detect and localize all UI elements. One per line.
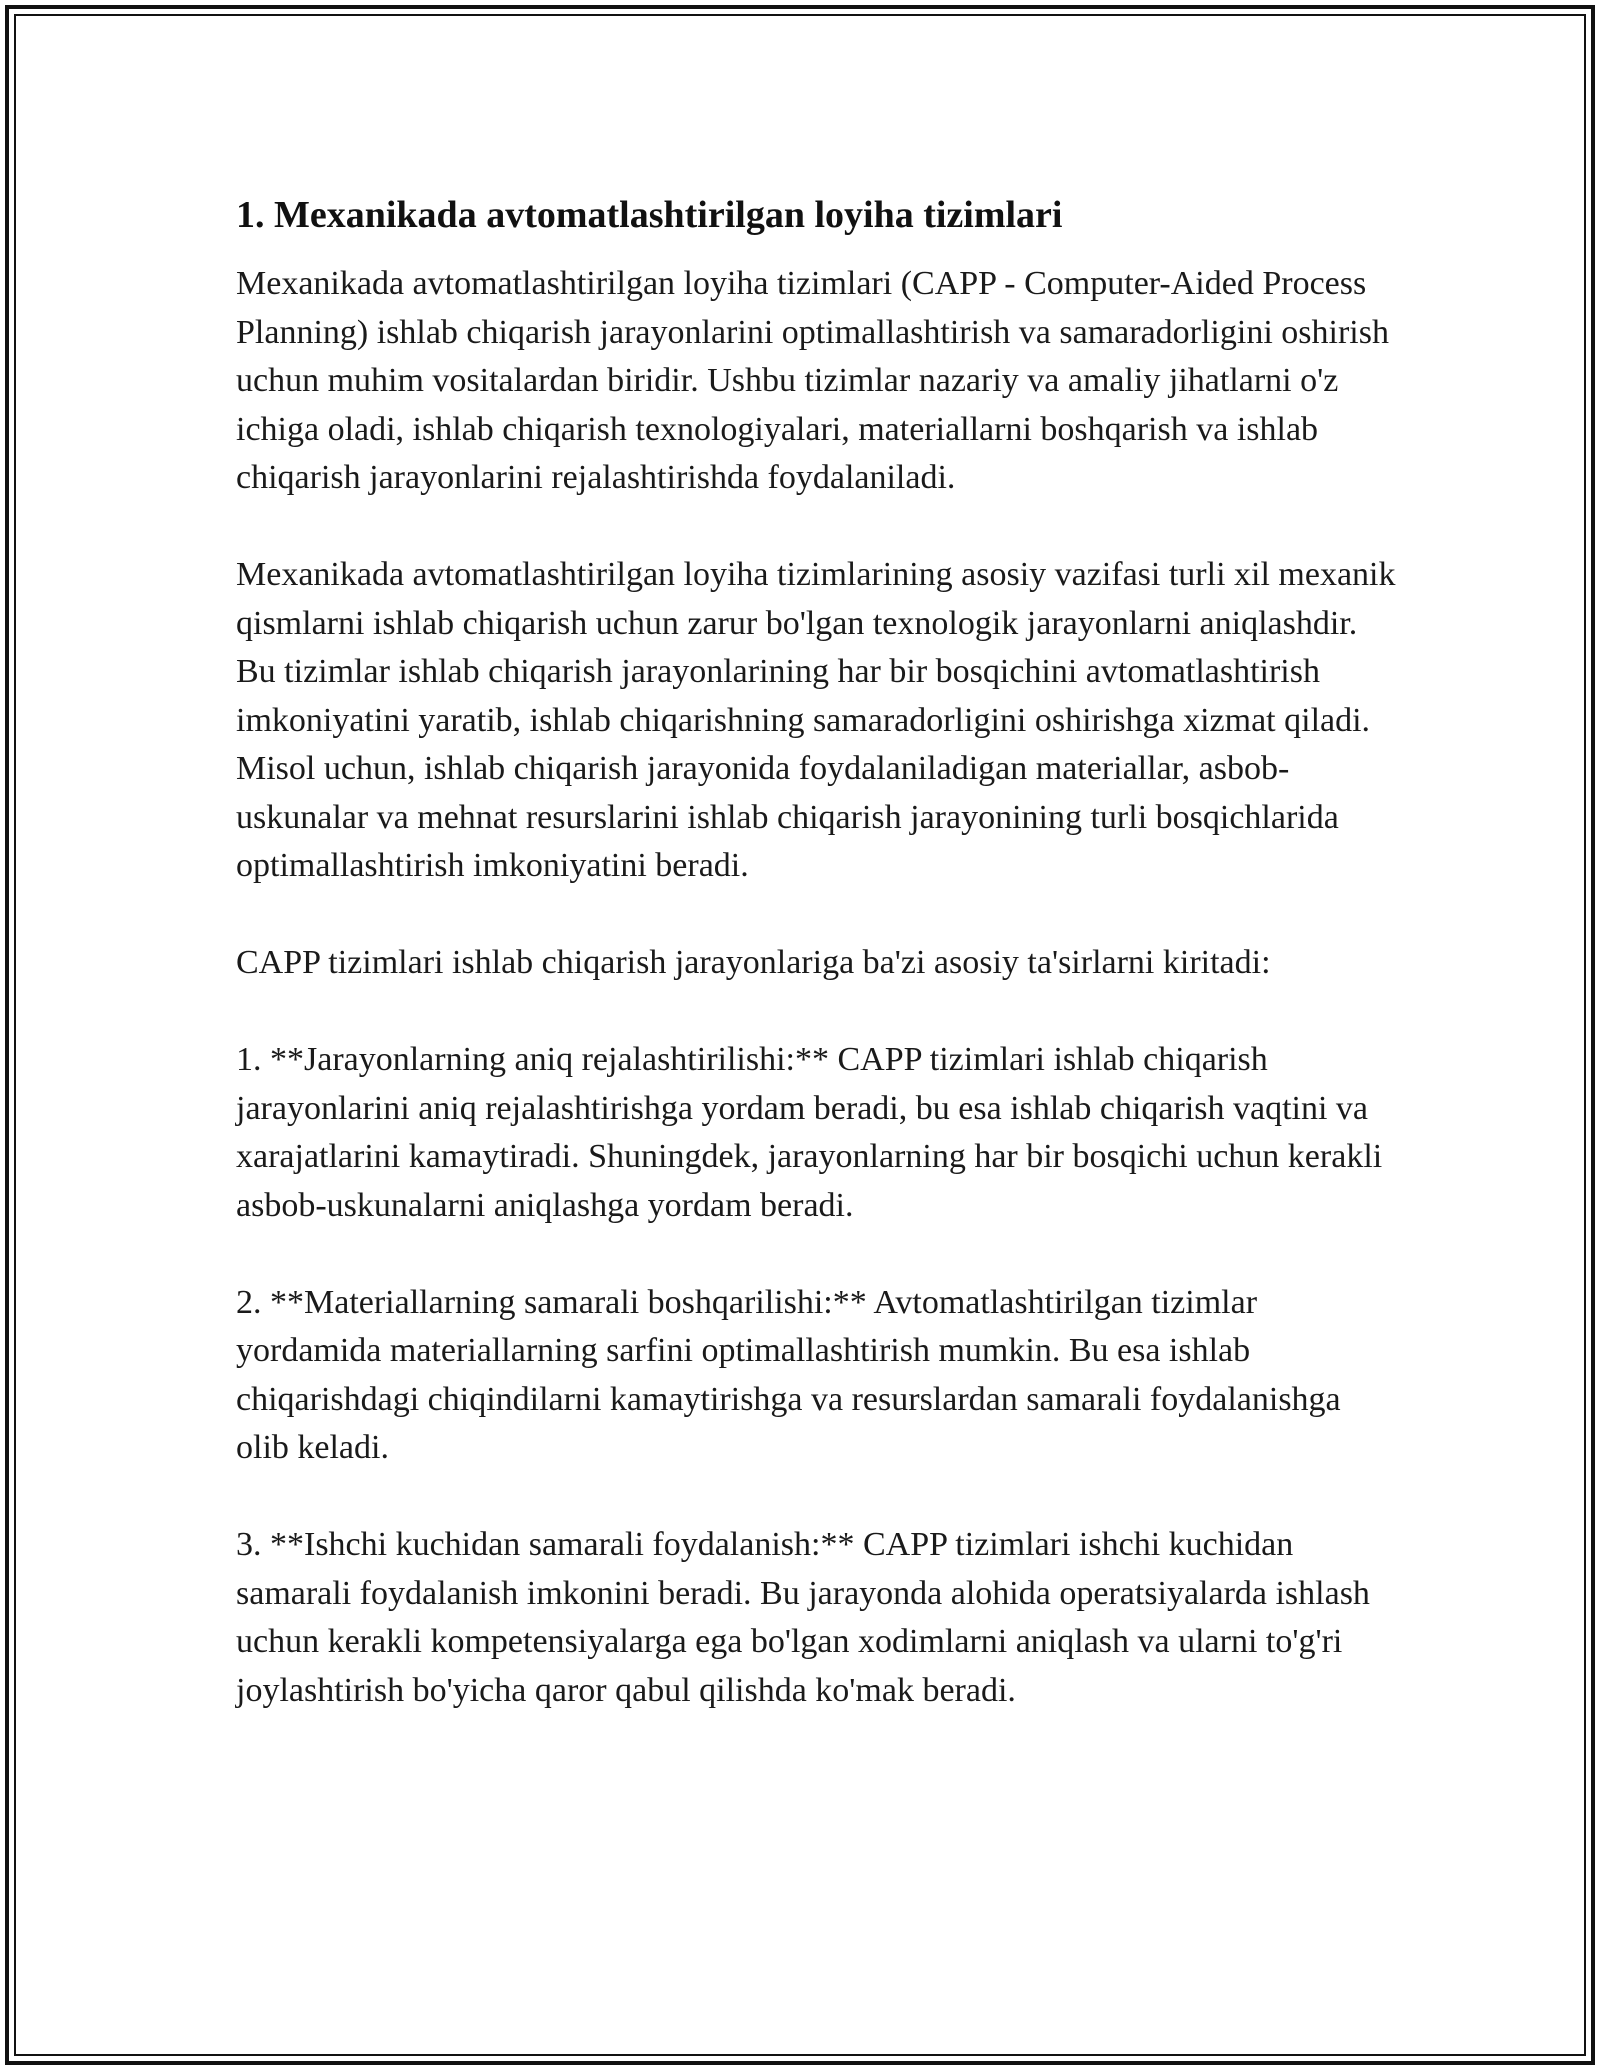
document-title: 1. Mexanikada avtomatlashtirilgan loyiha tizimlari	[236, 194, 1063, 236]
list-item-workforce: 3. **Ishchi kuchidan samarali foydalanish:** CAPP tizimlari ishchi kuchidan samarali foydalanish imkonini beradi. Bu jarayonda alohida operatsiyalarda ishlash uchun kerakli kompetensiyalarga ega bo'lgan xodimlarni aniqlash va ularni to'g'ri joylashtirish bo'yicha qaror qabul qilishda ko'mak beradi.	[236, 1526, 1370, 1709]
paragraph-main-task: Mexanikada avtomatlashtirilgan loyiha tizimlarining asosiy vazifasi turli xil mexanik qismlarni ishlab chiqarish uchun zarur bo'lgan texnologik jarayonlarni aniqlashdir. Bu tizimlar ishlab chiqarish jarayonlarining har bir bosqichini avtomatlashtirish imkoniyatini yaratib, ishlab chiqarishning samaradorligini oshirishga xizmat qiladi. Misol uchun, ishlab chiqarish jarayonida foydalaniladigan materiallar, asbob-uskunalar va mehnat resurslarini ishlab chiqarish jarayonining turli bosqichlarida optimallashtirish imkoniyatini beradi.	[236, 556, 1396, 884]
paragraph-intro: Mexanikada avtomatlashtirilgan loyiha tizimlari (CAPP - Computer-Aided Process Planning) ishlab chiqarish jarayonlarini optimallashtirish va samaradorligini oshirish uchun muhim vositalardan biridir. Ushbu tizimlar nazariy va amaliy jihatlarni o'z ichiga oladi, ishlab chiqarish texnologiyalari, materiallarni boshqarish va ishlab chiqarish jarayonlarini rejalashtirishda foydalaniladi.	[236, 265, 1389, 496]
paragraph-effects-intro: CAPP tizimlari ishlab chiqarish jarayonlariga ba'zi asosiy ta'sirlarni kiritadi:	[236, 944, 1271, 981]
document-body	[236, 186, 1396, 1715]
list-item-planning: 1. **Jarayonlarning aniq rejalashtirilishi:** CAPP tizimlari ishlab chiqarish jarayonlarini aniq rejalashtirishga yordam beradi, bu esa ishlab chiqarish vaqtini va xarajatlarini kamaytiradi. Shuningdek, jarayonlarning har bir bosqichi uchun kerakli asbob-uskunalarni aniqlashga yordam beradi.	[236, 1041, 1383, 1224]
list-item-materials: 2. **Materiallarning samarali boshqarilishi:** Avtomatlashtirilgan tizimlar yordamida materiallarning sarfini optimallashtirish mumkin. Bu esa ishlab chiqarishdagi chiqindilarni kamaytirishga va resurslardan samarali foydalanishga olib keladi.	[236, 1283, 1341, 1466]
